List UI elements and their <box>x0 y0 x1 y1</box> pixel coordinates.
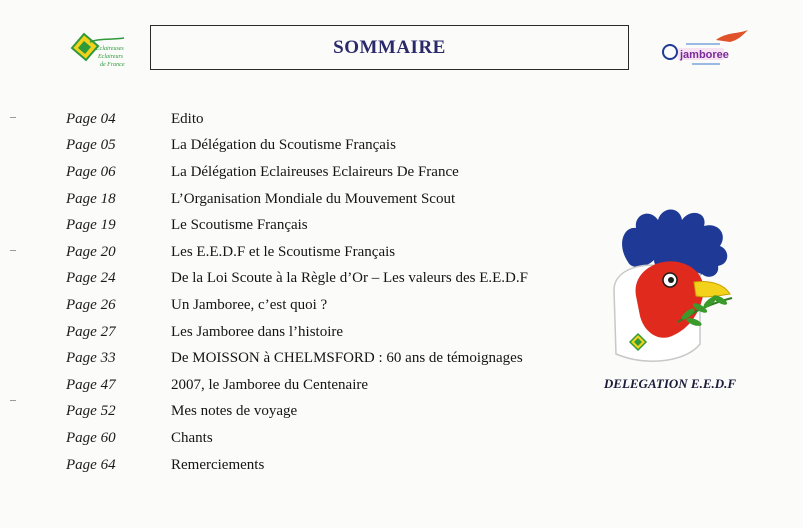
svg-text:Eclaireuses: Eclaireuses <box>96 46 124 52</box>
margin-mark <box>10 117 16 118</box>
eedf-logo <box>66 28 128 72</box>
toc-entry-title: De la Loi Scoute à la Règle d’Or – Les valeurs des E.E.D.F <box>171 270 528 287</box>
toc-entry-title: Edito <box>171 110 204 127</box>
toc-row <box>66 372 566 399</box>
toc-entry-title: La Délégation Eclaireuses Eclaireurs De France <box>171 163 459 180</box>
toc-row <box>66 319 566 346</box>
toc-row <box>66 425 566 452</box>
toc-page-number: Page 47 <box>66 376 116 393</box>
toc-entry-title: Remerciements <box>171 456 265 473</box>
toc-entry-title: 2007, le Jamboree du Centenaire <box>171 376 369 393</box>
toc-page-number: Page 60 <box>66 429 116 446</box>
toc-row <box>66 266 566 293</box>
toc-page-number: Page 27 <box>66 323 116 340</box>
toc-page-number: Page 05 <box>66 137 116 154</box>
svg-text:de France: de France <box>100 62 125 68</box>
toc-entry-title: Le Scoutisme Français <box>171 217 308 234</box>
toc-entry-title: Mes notes de voyage <box>171 403 298 420</box>
toc-entry-title: La Délégation du Scoutisme Français <box>171 137 396 154</box>
toc-page-number: Page 06 <box>66 163 116 180</box>
title-box <box>150 25 629 70</box>
toc-row <box>66 106 566 133</box>
toc-page-number: Page 20 <box>66 243 116 260</box>
margin-mark <box>10 250 16 251</box>
svg-text:jamboree: jamboree <box>680 49 729 61</box>
toc-row <box>66 345 566 372</box>
page-title: SOMMAIRE <box>333 36 446 58</box>
toc-page-number: Page 04 <box>66 110 116 127</box>
toc-page-number: Page 18 <box>66 190 116 207</box>
toc-row <box>66 399 566 426</box>
table-of-contents <box>66 106 566 478</box>
toc-entry-title: Les E.E.D.F et le Scoutisme Français <box>171 243 396 260</box>
toc-row <box>66 186 566 213</box>
margin-mark <box>10 400 16 401</box>
toc-page-number: Page 24 <box>66 270 116 287</box>
toc-row <box>66 292 566 319</box>
rooster-emblem <box>606 204 746 374</box>
toc-entry-title: Chants <box>171 429 213 446</box>
svg-text:Eclaireurs: Eclaireurs <box>98 54 124 60</box>
jamboree-logo <box>656 28 756 70</box>
toc-entry-title: Un Jamboree, c’est quoi ? <box>171 296 328 313</box>
toc-entry-title: L’Organisation Mondiale du Mouvement Scout <box>171 190 456 207</box>
toc-entry-title: De MOISSON à CHELMSFORD : 60 ans de témoignages <box>171 350 523 367</box>
toc-row <box>66 212 566 239</box>
toc-entry-title: Les Jamboree dans l’histoire <box>171 323 344 340</box>
toc-page-number: Page 33 <box>66 350 116 367</box>
toc-row <box>66 133 566 160</box>
toc-page-number: Page 64 <box>66 456 116 473</box>
toc-page-number: Page 52 <box>66 403 116 420</box>
toc-row <box>66 452 566 479</box>
toc-page-number: Page 19 <box>66 217 116 234</box>
toc-row <box>66 239 566 266</box>
emblem-caption: DELEGATION E.E.D.F <box>603 376 737 391</box>
toc-row <box>66 159 566 186</box>
toc-page-number: Page 26 <box>66 296 116 313</box>
